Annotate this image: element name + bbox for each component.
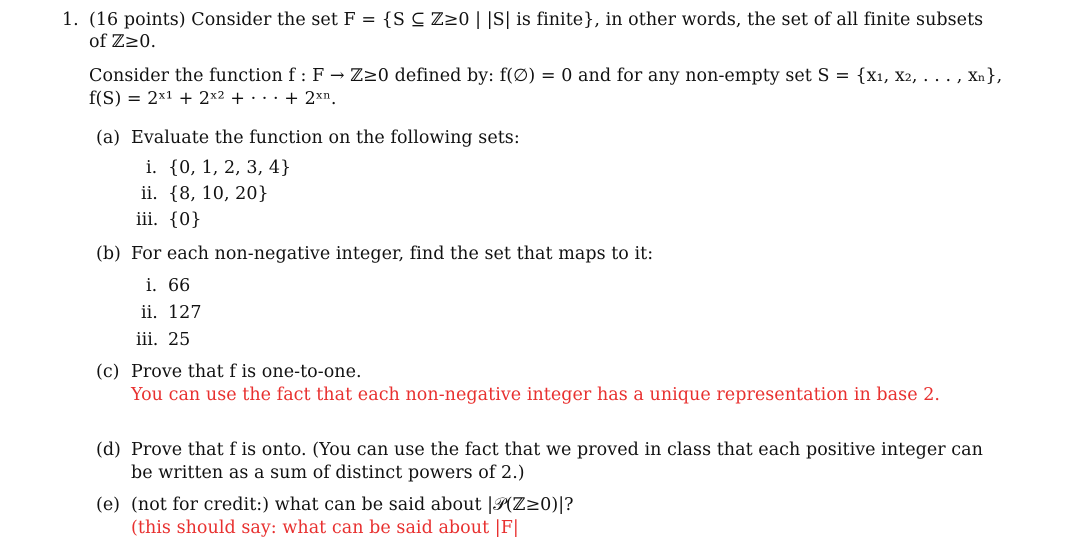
part-d-label: (d): [96, 440, 121, 460]
part-c-text: Prove that f is one-to-one.: [131, 362, 362, 382]
part-b-text: For each non-negative integer, find the set that maps to it:: [131, 244, 654, 264]
part-a-item-1: {0, 1, 2, 3, 4}: [168, 158, 292, 178]
part-a-text: Evaluate the function on the following sets:: [131, 128, 520, 148]
part-e-label: (e): [96, 495, 121, 515]
function-definition-line-1: Consider the function f : F → ℤ≥0 defined by: f(∅) = 0 and for any non-empty set S = {x₁, x₂, . . . , xₙ},: [89, 66, 1003, 86]
part-a-item-3: {0}: [168, 210, 202, 230]
part-d-text-line-1: Prove that f is onto. (You can use the fact that we proved in class that each positive integer can: [131, 440, 983, 460]
problem-number: 1.: [62, 10, 79, 30]
problem-header-line-2: of ℤ≥0.: [89, 32, 157, 52]
function-definition-line-2: f(S) = 2ˣ¹ + 2ˣ² + · · · + 2ˣⁿ.: [89, 89, 337, 109]
part-a-item-1-label: i.: [146, 158, 158, 178]
part-a-item-2-label: ii.: [141, 184, 158, 204]
part-b-item-3: 25: [168, 330, 191, 350]
problem-header-line-1: (16 points) Consider the set F = {S ⊆ ℤ≥0 | |S| is finite}, in other words, the set of all finite subsets: [89, 10, 984, 30]
part-a-item-3-label: iii.: [136, 210, 159, 230]
part-d-text-line-2: be written as a sum of distinct powers of 2.): [131, 463, 525, 483]
part-b-label: (b): [96, 244, 121, 264]
part-c-label: (c): [96, 362, 120, 382]
part-e-text: (not for credit:) what can be said about |𝒫(ℤ≥0)|?: [131, 495, 574, 515]
part-b-item-1: 66: [168, 276, 191, 296]
part-b-item-2-label: ii.: [141, 303, 158, 323]
part-a-label: (a): [96, 128, 121, 148]
part-a-item-2: {8, 10, 20}: [168, 184, 269, 204]
part-c-annotation: You can use the fact that each non-negative integer has a unique representation in base 2.: [131, 385, 941, 405]
part-b-item-3-label: iii.: [136, 330, 159, 350]
part-b-item-2: 127: [168, 303, 202, 323]
part-e-annotation: (this should say: what can be said about |F|: [131, 518, 519, 538]
part-b-item-1-label: i.: [146, 276, 158, 296]
